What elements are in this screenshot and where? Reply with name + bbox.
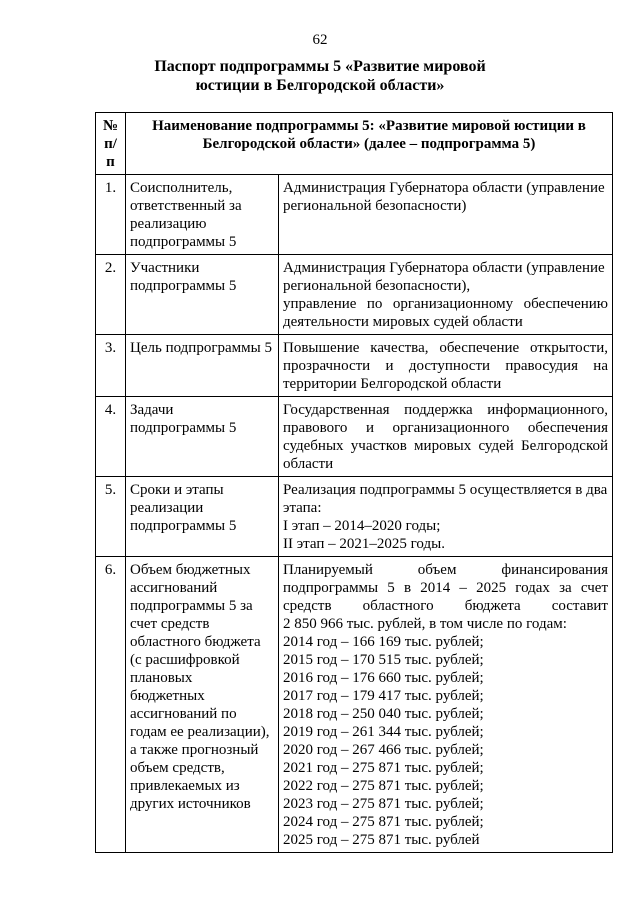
value-line: территории Белгородской области	[283, 376, 502, 392]
value-line: средств областного бюджета составит	[283, 598, 608, 614]
row-label	[126, 477, 279, 557]
title-line: юстиции в Белгородской области»	[195, 77, 445, 94]
row-label	[126, 175, 279, 255]
row-label	[126, 335, 279, 397]
value-line: Администрация Губернатора области (управление	[283, 260, 605, 276]
row-value	[279, 397, 613, 477]
header-number-line: п/п	[104, 136, 117, 170]
label-line: подпрограммы 5	[130, 278, 237, 294]
label-line: подпрограммы 5 за	[130, 598, 253, 614]
table-row	[96, 477, 613, 557]
label-line: областного бюджета	[130, 634, 261, 650]
value-line: 2015 год – 170 515 тыс. рублей;	[283, 652, 484, 668]
row-value	[279, 477, 613, 557]
table-row	[96, 175, 613, 255]
value-line: региональной безопасности)	[283, 198, 467, 214]
row-number: 1.	[96, 175, 126, 255]
passport-table	[95, 112, 613, 853]
value-line: деятельности мировых судей области	[283, 314, 523, 330]
value-line: Администрация Губернатора области (управление	[283, 180, 605, 196]
label-line: реализацию	[130, 216, 207, 232]
value-line: 2 850 966 тыс. рублей, в том числе по годам:	[283, 616, 567, 632]
value-line: Повышение качества, обеспечение открытости,	[283, 340, 608, 356]
row-number: 2.	[96, 255, 126, 335]
row-number: 3.	[96, 335, 126, 397]
value-line: Планируемый объем финансирования	[283, 562, 608, 578]
value-line: подпрограммы 5 в 2014 – 2025 годах за счет	[283, 580, 608, 596]
label-line: ассигнований	[130, 580, 218, 596]
label-line: плановых	[130, 670, 193, 686]
label-line: других источников	[130, 796, 251, 812]
label-line: объем средств,	[130, 760, 225, 776]
value-line: Реализация подпрограммы 5 осуществляется в два	[283, 482, 608, 498]
row-label	[126, 397, 279, 477]
row-number: 5.	[96, 477, 126, 557]
label-line: бюджетных	[130, 688, 205, 704]
value-line: региональной безопасности),	[283, 278, 471, 294]
value-line: 2017 год – 179 417 тыс. рублей;	[283, 688, 484, 704]
value-line: 2020 год – 267 466 тыс. рублей;	[283, 742, 484, 758]
header-number-cell	[96, 113, 126, 175]
title-line: Паспорт подпрограммы 5 «Развитие мировой	[154, 58, 486, 75]
value-line: 2014 год – 166 169 тыс. рублей;	[283, 634, 484, 650]
value-line: Государственная поддержка информационного,	[283, 402, 608, 418]
label-line: Цель подпрограммы 5	[130, 340, 272, 356]
label-line: подпрограммы 5	[130, 518, 237, 534]
value-line: правового и организационного обеспечения	[283, 420, 608, 436]
label-line: ответственный за	[130, 198, 242, 214]
label-line: а также прогнозный	[130, 742, 259, 758]
table-row	[96, 255, 613, 335]
header-number-line: №	[102, 118, 119, 134]
label-line: (с расшифровкой	[130, 652, 240, 668]
label-line: Задачи	[130, 402, 174, 418]
table-header-row	[96, 113, 613, 175]
label-line: подпрограммы 5	[130, 234, 237, 250]
label-line: привлекаемых из	[130, 778, 240, 794]
label-line: Участники	[130, 260, 200, 276]
row-label	[126, 557, 279, 853]
label-line: счет средств	[130, 616, 210, 632]
value-line: 2021 год – 275 871 тыс. рублей;	[283, 760, 484, 776]
label-line: Сроки и этапы	[130, 482, 224, 498]
value-line: этапа:	[283, 500, 322, 516]
value-line: II этап – 2021–2025 годы.	[283, 536, 445, 552]
value-line: 2023 год – 275 871 тыс. рублей;	[283, 796, 484, 812]
table-row	[96, 557, 613, 853]
value-line: 2016 год – 176 660 тыс. рублей;	[283, 670, 484, 686]
header-name-line: Наименование подпрограммы 5: «Развитие мировой юстиции в	[152, 118, 586, 134]
row-value	[279, 557, 613, 853]
value-line: прозрачности и доступности правосудия на	[283, 358, 608, 374]
page-number: 62	[312, 32, 328, 48]
label-line: подпрограммы 5	[130, 420, 237, 436]
value-line: 2024 год – 275 871 тыс. рублей;	[283, 814, 484, 830]
value-line: управление по организационному обеспечению	[283, 296, 608, 312]
value-line: 2019 год – 261 344 тыс. рублей;	[283, 724, 484, 740]
value-line: 2018 год – 250 040 тыс. рублей;	[283, 706, 484, 722]
document-title	[0, 57, 640, 95]
value-line: судебных участков мировых судей Белгородской	[283, 438, 608, 454]
label-line: ассигнований по	[130, 706, 237, 722]
row-number: 4.	[96, 397, 126, 477]
row-label	[126, 255, 279, 335]
row-value	[279, 255, 613, 335]
table-row	[96, 397, 613, 477]
value-line: I этап – 2014–2020 годы;	[283, 518, 441, 534]
value-line: 2022 год – 275 871 тыс. рублей;	[283, 778, 484, 794]
label-line: Соисполнитель,	[130, 180, 233, 196]
row-number: 6.	[96, 557, 126, 853]
row-value	[279, 335, 613, 397]
table-row	[96, 335, 613, 397]
label-line: реализации	[130, 500, 204, 516]
value-line: 2025 год – 275 871 тыс. рублей	[283, 832, 480, 848]
header-name-line: Белгородской области» (далее – подпрограмма 5)	[202, 136, 536, 152]
header-name-cell	[126, 113, 613, 175]
label-line: годам ее реализации),	[130, 724, 270, 740]
value-line: области	[283, 456, 334, 472]
row-value	[279, 175, 613, 255]
label-line: Объем бюджетных	[130, 562, 251, 578]
